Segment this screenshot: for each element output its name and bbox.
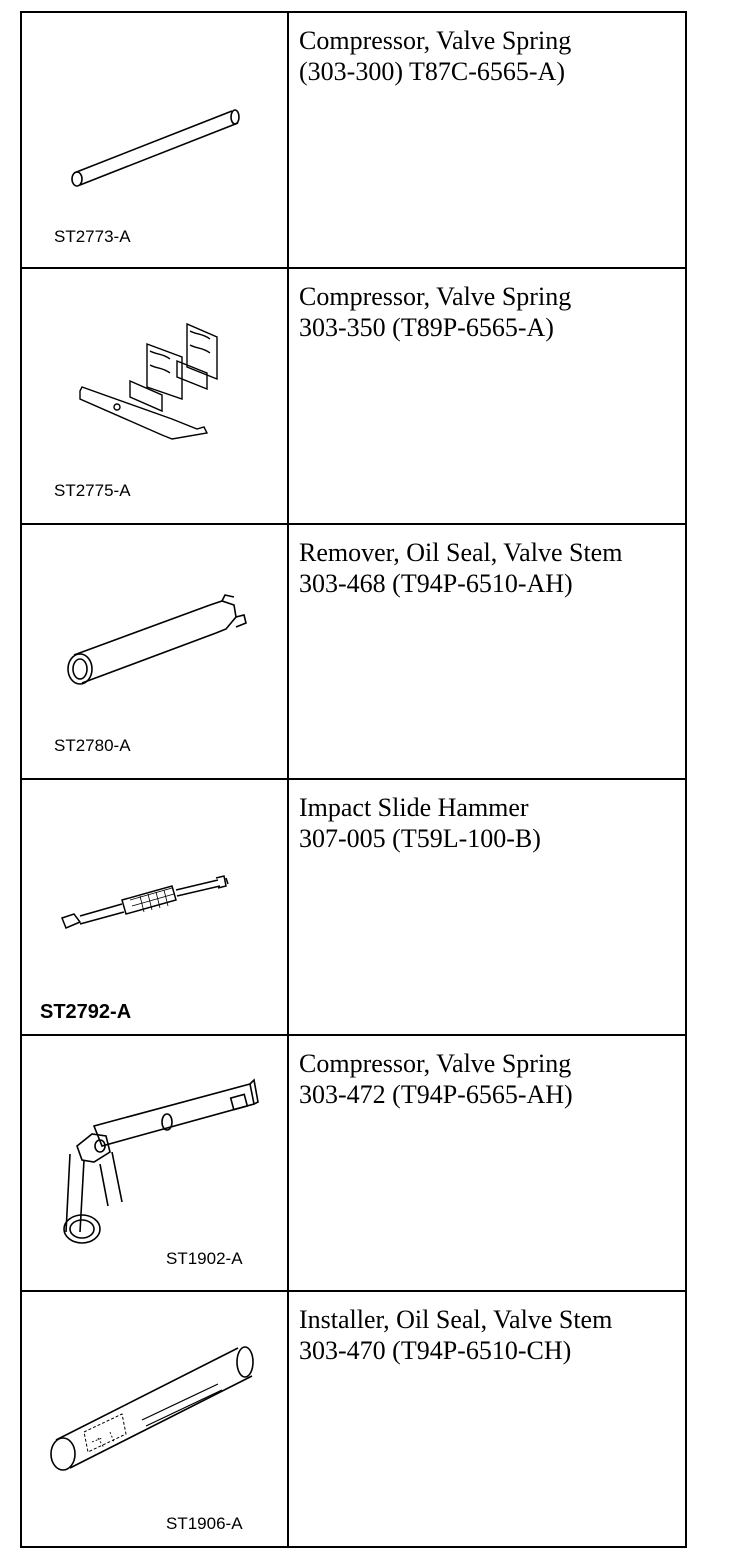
tool-description-cell bbox=[288, 268, 686, 524]
tool-description-cell bbox=[288, 524, 686, 780]
tool-row bbox=[21, 1035, 686, 1291]
tool-description bbox=[299, 1304, 612, 1366]
illustration-code: ST1906-A bbox=[166, 1514, 243, 1534]
tool-row bbox=[21, 12, 686, 268]
tool-row bbox=[21, 268, 686, 524]
tool-number: 303-350 (T89P-6565-A) bbox=[299, 312, 554, 342]
tool-number: 303-468 (T94P-6510-AH) bbox=[299, 568, 573, 598]
tool-name: Compressor, Valve Spring bbox=[299, 281, 572, 311]
tool-description bbox=[299, 792, 541, 854]
tool-name: Compressor, Valve Spring bbox=[299, 1049, 572, 1079]
illustration-code: ST2773-A bbox=[54, 227, 131, 246]
tool-name: Remover, Oil Seal, Valve Stem bbox=[299, 537, 623, 567]
oil-seal-installer-illustration bbox=[22, 1292, 287, 1548]
tool-illustration-cell bbox=[21, 779, 288, 1035]
tool-description bbox=[299, 281, 571, 343]
tool-illustration-cell bbox=[21, 12, 288, 268]
tool-illustration-cell bbox=[21, 524, 288, 780]
tool-description-cell bbox=[288, 1291, 686, 1547]
tool-name: Compressor, Valve Spring bbox=[299, 26, 572, 55]
tool-illustration-cell bbox=[21, 268, 288, 524]
tool-row bbox=[21, 1291, 686, 1547]
tool-description-cell bbox=[288, 779, 686, 1035]
tool-number: 303-470 (T94P-6510-CH) bbox=[299, 1336, 572, 1366]
tool-description bbox=[299, 1048, 573, 1110]
tool-number: 303-472 (T94P-6565-AH) bbox=[299, 1080, 573, 1110]
tool-description-cell bbox=[288, 1035, 686, 1291]
tool-description bbox=[299, 537, 622, 599]
illustration-code: ST2775-A bbox=[54, 480, 131, 500]
special-tools-table bbox=[20, 11, 687, 1548]
tool-number: 307-005 (T59L-100-B) bbox=[299, 824, 541, 854]
illustration-code: ST2792-A bbox=[40, 1001, 132, 1024]
tool-number: (303-300) T87C-6565-A) bbox=[299, 57, 565, 86]
tool-description-cell bbox=[288, 12, 686, 268]
impact-slide-hammer-illustration bbox=[22, 780, 287, 1036]
tool-row bbox=[21, 524, 686, 780]
tool-illustration-cell bbox=[21, 1035, 288, 1291]
tool-description bbox=[299, 25, 571, 87]
illustration-code: ST2780-A bbox=[54, 735, 131, 755]
tool-name: Impact Slide Hammer bbox=[299, 793, 529, 823]
valve-spring-compressor-lever-illustration bbox=[22, 1036, 287, 1292]
tool-row bbox=[21, 779, 686, 1035]
tool-illustration-cell bbox=[21, 1291, 288, 1547]
tool-name: Installer, Oil Seal, Valve Stem bbox=[299, 1305, 613, 1335]
illustration-code: ST1902-A bbox=[166, 1249, 243, 1269]
